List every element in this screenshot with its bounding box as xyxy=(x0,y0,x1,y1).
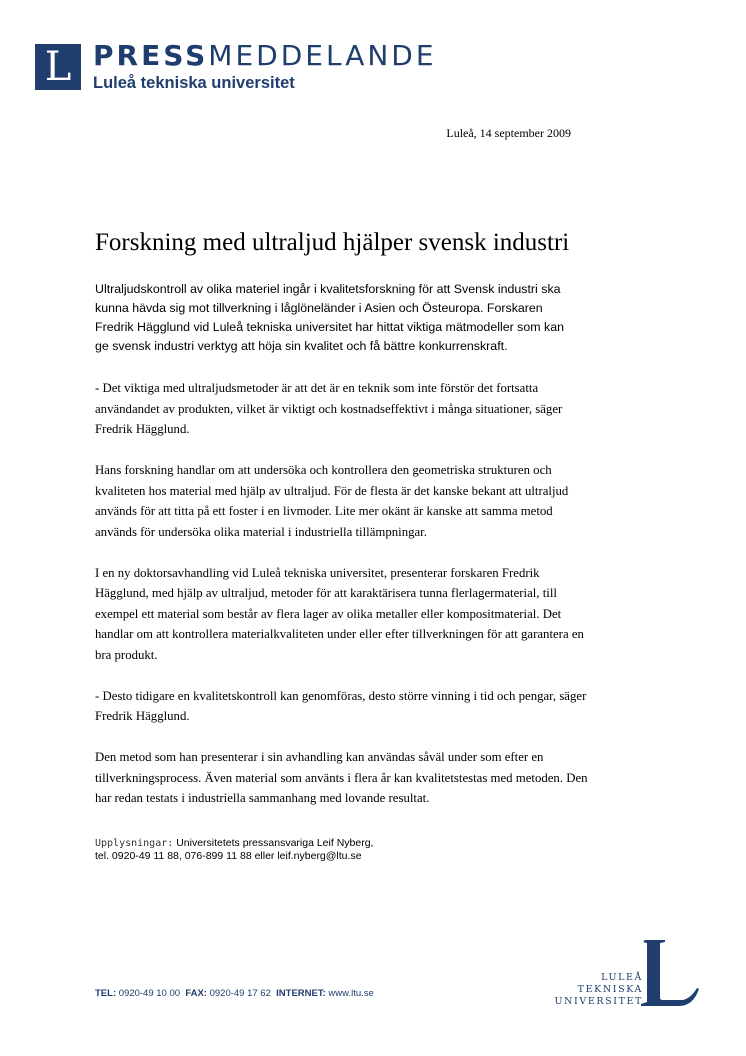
ltu-bottom-logo xyxy=(554,936,705,1016)
press-release-title xyxy=(93,40,437,72)
contact-line-1: Universitetets pressansvariga Leif Nyberg, xyxy=(176,837,374,849)
headline: Forskning med ultraljud hjälper svensk industri xyxy=(95,229,570,256)
lead-paragraph: Ultraljudskontroll av olika materiel ingår i kvalitetsforskning för att Svensk industri ska kunna hävda sig mot tillverkning i låglöneländer i Asien och Östeuropa. Forskaren Fredrik Hägglund vid Luleå tekniska universitet har hittat viktiga mätmodeller som kan ge svensk industri verktyg att höja sin kvalitet och få bättre konkurrenskraft. xyxy=(95,282,564,353)
paragraph: - Desto tidigare en kvalitetskontroll kan genomföras, desto större vinning i tid och pengar, säger Fredrik Hägglund. xyxy=(95,688,587,723)
logo-line-1: LULEÅ xyxy=(601,972,643,983)
article-body xyxy=(95,378,595,829)
contact-info xyxy=(95,837,373,863)
footer-tel: 0920-49 10 00 xyxy=(118,988,181,999)
footer-internet: www.ltu.se xyxy=(328,988,374,999)
paragraph: - Det viktiga med ultraljudsmetoder är att det är en teknik som inte förstör det fortsatta användandet av produkten, vilket är viktigt och kostnadseffektivt i många situationer, säger Fredrik Hägglund. xyxy=(95,381,563,436)
paragraph: I en ny doktorsavhandling vid Luleå tekniska universitet, presenterar forskaren Fredrik Hägglund, med hjälp av ultraljud, metoder för att karaktärisera tunna flerlagermaterial, till exempel ett material som består av flera lager av olika metaller eller kompositmaterial. Det handlar om att kontrollera materialkvaliteten under eller efter tillverkningen för att garantera en bra produkt. xyxy=(95,565,584,662)
footer-contact xyxy=(95,988,374,999)
ltu-logo-box: L xyxy=(35,44,81,90)
footer-fax: 0920-49 17 62 xyxy=(209,988,271,999)
contact-line-2: tel. 0920-49 11 88, 076-899 11 88 eller leif.nyberg@ltu.se xyxy=(95,850,362,862)
ltu-l-mark-icon xyxy=(635,936,701,1008)
paragraph: Den metod som han presenterar i sin avhandling kan användas såväl under som efter en tillverkningsprocess. Även material som använts i flera år kan kvalitetstestas med metoden. Den har redan testats i industriella sammanhang med lovande resultat. xyxy=(95,750,588,805)
title-meddelande: MEDDELANDE xyxy=(208,39,437,72)
logo-line-2: TEKNISKA xyxy=(577,984,643,995)
ltu-logo-text xyxy=(555,972,644,1008)
university-name: Luleå tekniska universitet xyxy=(93,74,295,92)
paragraph: Hans forskning handlar om att undersöka och kontrollera den geometriska strukturen och kvaliteten hos material med hjälp av ultraljud. För de flesta är det kanske bekant att ultraljud används för att titta på ett foster i en livmoder. Lite mer okänt är kanske att samma metod används för undersöka olika material i industriella tillämpningar. xyxy=(95,463,569,539)
logo-line-3: UNIVERSITET xyxy=(554,996,643,1007)
contact-label: Upplysningar: xyxy=(95,838,174,849)
title-press: PRESS xyxy=(93,39,209,72)
footer-fax-label: FAX: xyxy=(185,988,207,999)
footer-tel-label: TEL: xyxy=(95,988,117,999)
release-date: Luleå, 14 september 2009 xyxy=(446,126,571,140)
footer-internet-label: INTERNET: xyxy=(276,988,326,999)
